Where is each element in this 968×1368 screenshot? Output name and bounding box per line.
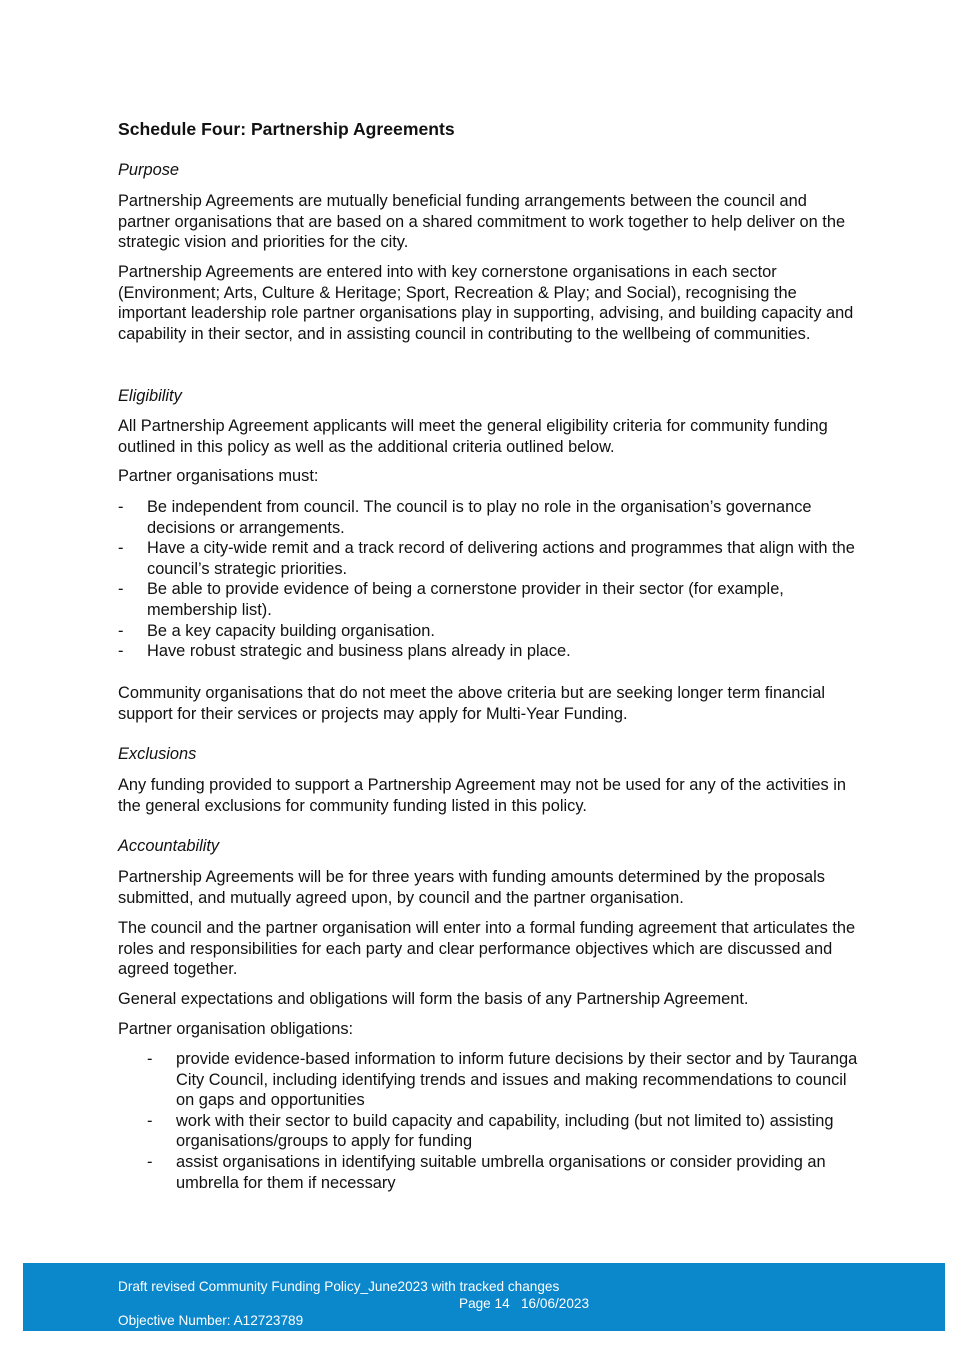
list-item-text: work with their sector to build capacity and capability, including (but not limited to) assisting organisations/groups to apply for funding (176, 1111, 834, 1151)
footer-document-name: Draft revised Community Funding Policy_June2023 with tracked changes (118, 1279, 560, 1294)
exclusions-heading: Exclusions (118, 745, 197, 763)
eligibility-closing-paragraph: Community organisations that do not meet the above criteria but are seeking longer term financial support for their services or projects may apply for Multi-Year Funding. (118, 684, 825, 723)
footer-page-date (459, 1295, 589, 1312)
list-item (118, 621, 858, 642)
list-item (147, 1049, 858, 1111)
list-item (118, 641, 858, 662)
dash-bullet: - (118, 642, 124, 661)
eligibility-paragraph-1: All Partnership Agreement applicants will meet the general eligibility criteria for community funding outlined in this policy as well as the additional criteria outlined below. (118, 417, 828, 456)
obligations-list (147, 1049, 858, 1193)
accountability-heading: Accountability (118, 837, 220, 855)
list-item-text: Be able to provide evidence of being a cornerstone provider in their sector (for example, membership list). (147, 580, 784, 619)
dash-bullet: - (118, 498, 124, 516)
exclusions-paragraph: Any funding provided to support a Partnership Agreement may not be used for any of the activities in the general exclusions for community funding listed in this policy. (118, 776, 846, 815)
dash-bullet: - (147, 1152, 153, 1171)
footer-page-number: Page 14 (459, 1296, 510, 1311)
list-item (118, 497, 858, 538)
accountability-paragraph-4: Partner organisation obligations: (118, 1020, 354, 1038)
dash-bullet: - (118, 580, 124, 599)
list-item-text: provide evidence-based information to inform future decisions by their sector and by Tauranga City Council, including identifying trends and issues and making recommendations to council on gaps and opportunities (176, 1050, 858, 1110)
list-item-text: Have robust strategic and business plans already in place. (147, 642, 571, 661)
page-title: Schedule Four: Partnership Agreements (118, 119, 455, 139)
footer-date: 16/06/2023 (521, 1296, 590, 1311)
list-item (147, 1152, 858, 1193)
accountability-paragraph-3: General expectations and obligations will form the basis of any Partnership Agreement. (118, 990, 749, 1008)
purpose-paragraph-2: Partnership Agreements are entered into with key cornerstone organisations in each sector (Environment; Arts, Culture & Heritage; Sport, Recreation & Play; and Social), recognising the important leadership role partner organisations play in supporting, advising, and building capacity and capability in their sector, and in assisting council in contributing to the wellbeing of communities. (118, 263, 854, 343)
list-item-text: Be a key capacity building organisation. (147, 621, 435, 640)
dash-bullet: - (147, 1050, 153, 1068)
dash-bullet: - (147, 1111, 153, 1130)
eligibility-paragraph-2: Partner organisations must: (118, 467, 319, 485)
eligibility-criteria-list (118, 497, 858, 662)
purpose-paragraph-1: Partnership Agreements are mutually beneficial funding arrangements between the council and partner organisations that are based on a shared commitment to work together to help deliver on the strategic vision and priorities for the city. (118, 192, 846, 252)
list-item (147, 1111, 858, 1152)
footer-objective-number: Objective Number: A12723789 (118, 1313, 304, 1328)
dash-bullet: - (118, 539, 124, 558)
eligibility-heading: Eligibility (118, 387, 182, 405)
dash-bullet: - (118, 621, 124, 640)
purpose-heading: Purpose (118, 161, 180, 179)
list-item-text: Be independent from council. The council is to play no role in the organisation’s governance decisions or arrangements. (147, 498, 812, 537)
list-item (118, 579, 858, 620)
accountability-paragraph-2: The council and the partner organisation will enter into a formal funding agreement that articulates the roles and responsibilities for each party and clear performance objectives which are discussed and agreed together. (118, 919, 856, 979)
list-item (118, 538, 858, 579)
page-footer (23, 1263, 945, 1331)
accountability-paragraph-1: Partnership Agreements will be for three years with funding amounts determined by the proposals submitted, and mutually agreed upon, by council and the partner organisation. (118, 868, 825, 907)
list-item-text: Have a city-wide remit and a track record of delivering actions and programmes that align with the council’s strategic priorities. (147, 539, 855, 578)
list-item-text: assist organisations in identifying suitable umbrella organisations or consider providing an umbrella for them if necessary (176, 1152, 826, 1192)
